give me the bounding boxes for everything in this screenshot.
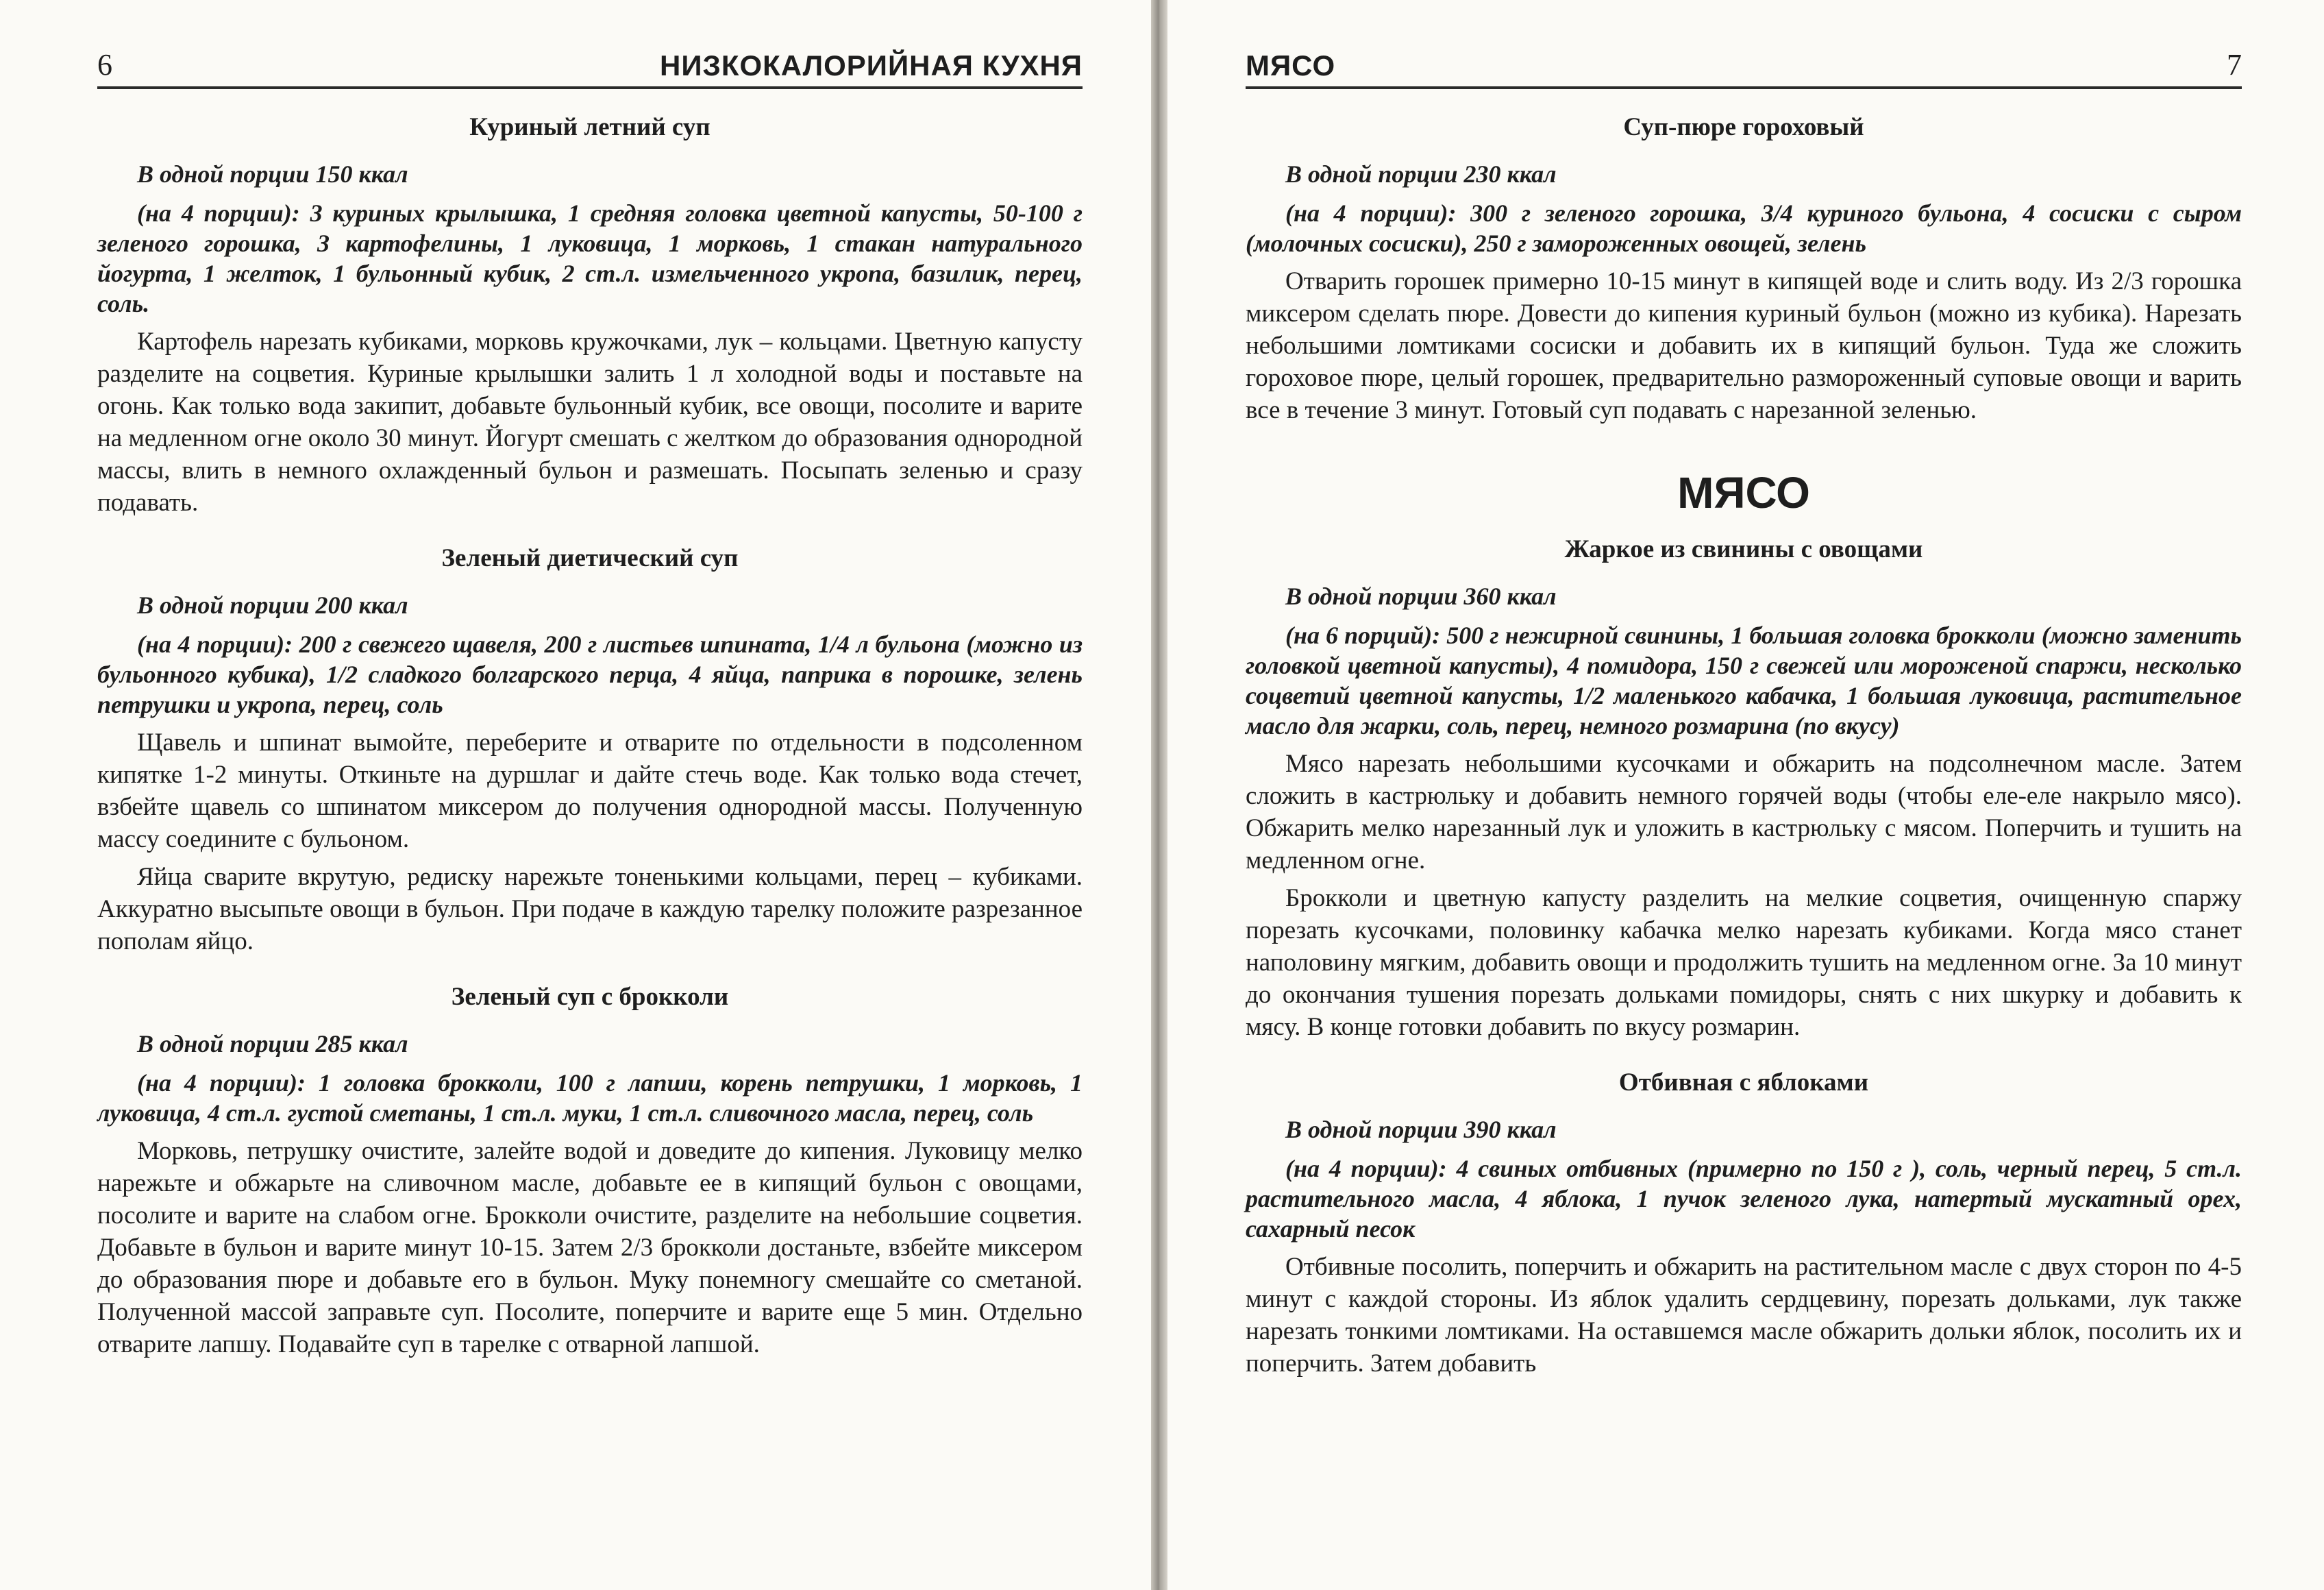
recipe-kcal: В одной порции 390 ккал bbox=[1285, 1116, 1557, 1143]
left-running-title: НИЗКОКАЛОРИЙНАЯ КУХНЯ bbox=[660, 49, 1083, 82]
right-running-head bbox=[1246, 40, 2242, 89]
recipe-instructions: Картофель нарезать кубиками, морковь кружочками, лук – кольцами. Цветную капусту разделите на соцветия. Куриные крылышки залить 1 л холодной воды и поставьте на огонь. Как только вода закипит, добавьте бульонный кубик, все овощи, посолите и варите на медленном огне около 30 минут. Йогурт смешать с желтком до образования однородной массы, влить в немного охлажденный бульон и размешать. Посыпать зеленью и сразу подавать. bbox=[97, 328, 1083, 517]
recipe-ingredients: (на 4 порции): 1 головка брокколи, 100 г лапши, корень петрушки, 1 морковь, 1 луковица, 4 ст.л. густой сметаны, 1 ст.л. муки, 1 ст.л. сливочного масла, перец, соль bbox=[97, 1069, 1083, 1127]
recipe-instructions: Яйца сварите вкрутую, редиску нарежьте тоненькими кольцами, перец – кубиками. Аккуратно высыпьте овощи в бульон. При подаче в каждую тарелку положите разрезанное пополам яйцо. bbox=[97, 863, 1083, 955]
recipe-instructions: Мясо нарезать небольшими кусочками и обжарить на подсолнечном масле. Затем сложить в кастрюльку и добавить немного горячей воды (чтобы еле-еле накрыло мясо). Обжарить мелко нарезанный лук и уложить в кастрюльку с мясом. Поперчить и тушить на медленном огне. bbox=[1246, 750, 2242, 874]
section-title: МЯСО bbox=[1677, 468, 1810, 517]
recipe-title: Зеленый диетический суп bbox=[441, 544, 739, 572]
recipe-chop-with-apples bbox=[1246, 1068, 2242, 1380]
recipe-ingredients: (на 4 порции): 300 г зеленого горошка, 3/4 куриного бульона, 4 сосиски с сыром (молочных сосиски), 250 г замороженных овощей, зелень bbox=[1246, 199, 2242, 257]
book-gutter bbox=[1151, 0, 1167, 1590]
recipe-instructions: Щавель и шпинат вымойте, переберите и отварите по отдельности в подсоленном кипятке 1-2 минуты. Откиньте на дуршлаг и дайте стечь воде. Как только вода стечет, взбейте щавель со шпинатом миксером до получения однородной массы. Полученную массу соедините с бульоном. bbox=[97, 729, 1083, 853]
recipe-title: Жаркое из свинины с овощами bbox=[1564, 535, 1923, 563]
right-page bbox=[1167, 0, 2324, 1590]
recipe-title: Куриный летний суп bbox=[469, 113, 710, 141]
recipe-kcal: В одной порции 150 ккал bbox=[137, 160, 408, 188]
recipe-title: Суп-пюре гороховый bbox=[1623, 113, 1864, 141]
recipe-kcal: В одной порции 230 ккал bbox=[1285, 160, 1557, 188]
recipe-instructions: Морковь, петрушку очистите, залейте водой и доведите до кипения. Луковицу мелко нарежьте и обжарьте на сливочном масле, добавьте ее в кипящий бульон с овощами, посолите и варите на слабом огне. Брокколи очистите, разделите на небольшие соцветия. Добавьте в бульон и варите минут 10-15. Затем 2/3 брокколи достаньте, взбейте миксером до образования пюре и добавьте его в бульон. Муку понемногу смешайте со сметаной. Полученной массой заправьте суп. Посолите, поперчите и варите еще 5 мин. Отдельно отварите лапшу. Подавайте суп в тарелке с отварной лапшой. bbox=[97, 1137, 1083, 1358]
left-page-number: 6 bbox=[97, 48, 112, 82]
recipe-kcal: В одной порции 200 ккал bbox=[137, 591, 408, 619]
recipe-ingredients: (на 6 порций): 500 г нежирной свинины, 1 большая головка брокколи (можно заменить головкой цветной капусты), 4 помидора, 150 г свежей или мороженой спаржи, несколько соцветий цветной капусты, 1/2 маленького кабачка, 1 большая луковица, растительное масло для жарки, соль, перец, немного розмарина (по вкусу) bbox=[1246, 622, 2242, 739]
recipe-title: Зеленый суп с брокколи bbox=[451, 983, 729, 1011]
recipe-instructions: Брокколи и цветную капусту разделить на мелкие соцветия, очищенную спаржу порезать кусочками, половинку кабачка мелко нарезать кубиками. Когда мясо станет наполовину мягким, добавить овощи и продолжить тушить на медленном огне. За 10 минут до окончания тушения порезать дольками помидоры, снять с них шкурку и добавить к мясу. В конце готовки добавить по вкусу розмарин. bbox=[1246, 884, 2242, 1041]
recipe-pea-soup bbox=[1246, 112, 2242, 426]
recipe-pork-roast bbox=[1246, 535, 2242, 1043]
recipe-title: Отбивная с яблоками bbox=[1618, 1068, 1869, 1097]
recipe-instructions: Отварить горошек примерно 10-15 минут в кипящей воде и слить воду. Из 2/3 горошка миксером сделать пюре. Довести до кипения куриный бульон (можно из кубика). Нарезать небольшими ломтиками сосиски и добавить их в кипящий бульон. Туда же сложить гороховое пюре, целый горошек, предварительно размороженный суповые овощи и варить все в течение 3 минут. Готовый суп подавать с нарезанной зеленью. bbox=[1246, 267, 2242, 424]
recipe-kcal: В одной порции 360 ккал bbox=[1285, 583, 1557, 610]
left-page bbox=[0, 0, 1151, 1590]
recipe-green-diet-soup bbox=[97, 543, 1083, 957]
recipe-ingredients: (на 4 порции): 3 куриных крылышка, 1 средняя головка цветной капусты, 50-100 г зеленого горошка, 3 картофелины, 1 луковица, 1 морковь, 1 стакан натурального йогурта, 1 желток, 1 бульонный кубик, 2 ст.л. измельченного укропа, базилик, перец, соль. bbox=[97, 199, 1083, 317]
recipe-kcal: В одной порции 285 ккал bbox=[137, 1030, 408, 1057]
recipe-ingredients: (на 4 порции): 200 г свежего щавеля, 200 г листьев шпината, 1/4 л бульона (можно из бульонного кубика), 1/2 сладкого болгарского перца, 4 яйца, паприка в порошке, зелень петрушки и укропа, перец, соль bbox=[97, 631, 1083, 718]
recipe-ingredients: (на 4 порции): 4 свиных отбивных (примерно по 150 г ), соль, черный перец, 5 ст.л. растительного масла, 4 яблока, 1 пучок зеленого лука, натертый мускатный орех, сахарный песок bbox=[1246, 1155, 2242, 1243]
recipe-chicken-soup bbox=[97, 112, 1083, 519]
recipe-instructions: Отбивные посолить, поперчить и обжарить на растительном масле с двух сторон по 4-5 минут с каждой стороны. Из яблок удалить сердцевину, порезать дольками, лук также нарезать тонкими ломтиками. На оставшемся масле обжарить дольки яблок, посолить их и поперчить. Затем добавить bbox=[1246, 1253, 2242, 1378]
recipe-broccoli-soup bbox=[97, 982, 1083, 1360]
left-running-head bbox=[97, 40, 1083, 89]
right-page-number: 7 bbox=[2227, 48, 2242, 82]
right-running-title: МЯСО bbox=[1246, 49, 1336, 82]
